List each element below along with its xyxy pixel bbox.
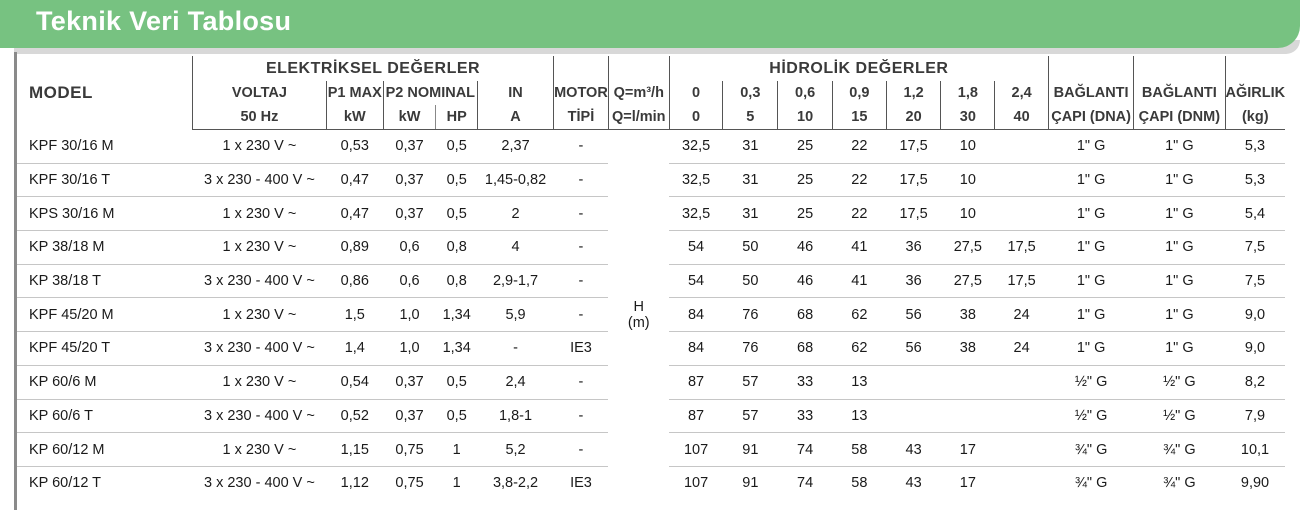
motor-cell: IE3 — [570, 475, 592, 492]
p2-kw-cell: 0,6 — [383, 264, 436, 298]
head-value-cell: 25 — [778, 197, 833, 231]
head-label-cell — [608, 130, 669, 500]
p2-kw-cell: 0,37 — [383, 130, 436, 164]
head-value-cell: 17,5 — [995, 231, 1049, 265]
weight-cell: 7,5 — [1225, 264, 1285, 298]
dna-cell: 1" G — [1049, 231, 1134, 265]
head-value-cell: 17,5 — [886, 130, 941, 164]
flow-m3h-3: 0,9 — [832, 81, 886, 105]
q-m3h-header: Q=m³/h — [608, 81, 669, 105]
head-value-cell: 54 — [669, 231, 723, 265]
p1-cell: 0,47 — [326, 163, 383, 197]
voltage-unit: 50 Hz — [192, 105, 326, 130]
motor-cell: - — [554, 231, 609, 265]
model-cell: KP 60/12 M — [17, 433, 192, 467]
dna-unit: ÇAPI (DNA) — [1049, 105, 1134, 130]
dna-cell: ½" G — [1049, 365, 1134, 399]
weight-cell: 9,0 — [1225, 298, 1285, 332]
voltage-cell: 3 x 230 - 400 V ~ — [192, 163, 326, 197]
model-cell: KP 60/6 M — [17, 365, 192, 399]
head-value-cell: 17,5 — [995, 264, 1049, 298]
dnm-cell: 1" G — [1134, 264, 1225, 298]
p2-hp-cell: 0,5 — [436, 163, 478, 197]
head-value-cell: 32,5 — [669, 130, 723, 164]
flow-m3h-1: 0,3 — [723, 81, 778, 105]
flow-lmin-1: 5 — [723, 105, 778, 130]
head-value-cell: 36 — [886, 231, 941, 265]
p1-cell: 0,89 — [326, 231, 383, 265]
p2-hp-cell: 0,8 — [436, 231, 478, 265]
head-value-cell: 41 — [832, 264, 886, 298]
head-value-cell — [995, 365, 1049, 399]
head-value-cell: 27,5 — [941, 264, 995, 298]
p1-cell: 1,5 — [326, 298, 383, 332]
dna-cell: 1" G — [1049, 298, 1134, 332]
head-value-cell — [886, 365, 941, 399]
hydraulic-group-header: HİDROLİK DEĞERLER — [669, 56, 1048, 81]
p2-hp-cell: 0,8 — [436, 264, 478, 298]
flow-lmin-5: 30 — [941, 105, 995, 130]
motor-header: MOTOR — [554, 81, 609, 105]
head-value-cell: 24 — [995, 298, 1049, 332]
weight-cell: 7,9 — [1225, 399, 1285, 433]
p2-kw-cell: 0,37 — [383, 197, 436, 231]
motor-cell: IE3 — [554, 332, 609, 366]
flow-m3h-6: 2,4 — [995, 81, 1049, 105]
p1-cell: 0,54 — [326, 365, 383, 399]
in-cell: 5,2 — [477, 433, 553, 467]
head-value-cell — [995, 197, 1049, 231]
head-value-cell: 62 — [832, 332, 886, 366]
weight-cell: 9,90 — [1240, 475, 1270, 492]
dnm-header: BAĞLANTI — [1134, 81, 1225, 105]
model-cell: KPF 30/16 T — [17, 163, 192, 197]
head-value-cell: 31 — [723, 197, 778, 231]
in-cell: 1,8-1 — [477, 399, 553, 433]
p1-header: P1 MAX — [326, 81, 383, 105]
in-cell: 5,9 — [477, 298, 553, 332]
head-value-cell — [995, 163, 1049, 197]
p2-hp-cell: 1,34 — [436, 332, 478, 366]
voltage-cell: 1 x 230 V ~ — [192, 231, 326, 265]
head-value-cell — [995, 399, 1049, 433]
dnm-cell: ¾" G — [1163, 475, 1196, 492]
electrical-group-header: ELEKTRİKSEL DEĞERLER — [192, 56, 553, 81]
head-value-cell: 43 — [886, 433, 941, 467]
flow-lmin-6: 40 — [995, 105, 1049, 130]
head-value-cell: 38 — [941, 332, 995, 366]
p1-cell: 1,4 — [326, 332, 383, 366]
voltage-cell: 3 x 230 - 400 V ~ — [192, 332, 326, 366]
voltage-header: VOLTAJ — [192, 81, 326, 105]
head-value-cell: 68 — [778, 298, 833, 332]
motor-cell: - — [554, 264, 609, 298]
head-value-cell: 46 — [778, 231, 833, 265]
head-value-cell: 17,5 — [886, 197, 941, 231]
p2-hp-unit: HP — [436, 105, 478, 130]
model-cell: KPS 30/16 M — [17, 197, 192, 231]
head-value-cell: 91 — [742, 475, 759, 492]
weight-cell: 5,3 — [1225, 130, 1285, 164]
head-value-cell: 25 — [778, 130, 833, 164]
in-cell: - — [477, 332, 553, 366]
head-value-cell: 56 — [886, 298, 941, 332]
dnm-cell: 1" G — [1134, 130, 1225, 164]
head-value-cell — [995, 433, 1049, 467]
head-value-cell: 84 — [669, 332, 723, 366]
head-value-cell: 10 — [941, 163, 995, 197]
head-value-cell: 84 — [669, 298, 723, 332]
p1-cell: 0,53 — [326, 130, 383, 164]
table-row — [17, 130, 1285, 164]
head-value-cell: 43 — [905, 475, 922, 492]
head-unit: (m) — [627, 314, 650, 331]
weight-cell: 8,2 — [1225, 365, 1285, 399]
head-value-cell: 76 — [723, 332, 778, 366]
dna-cell: ¾" G — [1049, 433, 1134, 467]
model-cell: KP 38/18 M — [17, 231, 192, 265]
model-cell: KP 38/18 T — [17, 264, 192, 298]
flow-lmin-4: 20 — [886, 105, 941, 130]
weight-header: AĞIRLIK — [1225, 85, 1286, 101]
head-value-cell: 62 — [832, 298, 886, 332]
in-cell: 4 — [477, 231, 553, 265]
dnm-cell: 1" G — [1134, 231, 1225, 265]
in-cell: 2,4 — [477, 365, 553, 399]
head-value-cell: 24 — [995, 332, 1049, 366]
head-value-cell: 36 — [886, 264, 941, 298]
flow-lmin-0: 0 — [669, 105, 723, 130]
dna-cell: ½" G — [1049, 399, 1134, 433]
head-value-cell: 50 — [723, 231, 778, 265]
model-cell: KP 60/6 T — [17, 399, 192, 433]
in-header: IN — [477, 81, 553, 105]
p1-cell: 0,52 — [326, 399, 383, 433]
motor-type-header: TİPİ — [554, 105, 609, 130]
page-title: Teknik Veri Tablosu — [36, 6, 292, 36]
flow-lmin-2: 10 — [778, 105, 833, 130]
p1-cell: 0,86 — [326, 264, 383, 298]
head-value-cell: 31 — [723, 163, 778, 197]
head-value-cell: 17,5 — [886, 163, 941, 197]
p2-hp-cell: 1,34 — [436, 298, 478, 332]
dnm-unit: ÇAPI (DNM) — [1134, 105, 1225, 130]
p2-hp-cell: 0,5 — [436, 197, 478, 231]
head-value-cell: 91 — [723, 433, 778, 467]
in-cell: 2,9-1,7 — [477, 264, 553, 298]
weight-cell: 5,3 — [1225, 163, 1285, 197]
head-value-cell: 38 — [941, 298, 995, 332]
head-value-cell: 46 — [778, 264, 833, 298]
motor-cell: - — [554, 365, 609, 399]
head-value-cell: 87 — [669, 399, 723, 433]
head-value-cell: 17 — [941, 433, 995, 467]
dna-cell: 1" G — [1049, 163, 1134, 197]
head-value-cell: 107 — [669, 433, 723, 467]
head-value-cell: 27,5 — [941, 231, 995, 265]
weight-cell: 5,4 — [1225, 197, 1285, 231]
model-cell: KPF 45/20 T — [17, 332, 192, 366]
dna-cell: ¾" G — [1074, 475, 1108, 492]
spec-table — [17, 56, 1285, 500]
p2-header: P2 NOMINAL — [383, 81, 477, 105]
p1-cell: 0,47 — [326, 197, 383, 231]
p2-kw-cell: 0,37 — [383, 163, 436, 197]
dna-cell: 1" G — [1049, 264, 1134, 298]
weight-cell: 7,5 — [1225, 231, 1285, 265]
head-value-cell — [941, 365, 995, 399]
in-cell: 2,37 — [477, 130, 553, 164]
head-value-cell — [941, 399, 995, 433]
p2-kw-cell: 0,37 — [383, 365, 436, 399]
head-value-cell: 76 — [723, 298, 778, 332]
dnm-cell: 1" G — [1134, 163, 1225, 197]
head-value-cell: 87 — [669, 365, 723, 399]
head-value-cell — [886, 399, 941, 433]
head-value-cell: 10 — [941, 197, 995, 231]
voltage-cell: 1 x 230 V ~ — [192, 433, 326, 467]
head-value-cell: 56 — [886, 332, 941, 366]
flow-m3h-4: 1,2 — [886, 81, 941, 105]
p2-kw-cell: 0,6 — [383, 231, 436, 265]
head-value-cell: 50 — [723, 264, 778, 298]
motor-cell: - — [554, 298, 609, 332]
head-label: H — [633, 298, 644, 315]
model-cell: KPF 45/20 M — [17, 298, 192, 332]
p1-unit: kW — [326, 105, 383, 130]
head-value-cell: 33 — [778, 365, 833, 399]
title-banner — [0, 0, 1300, 48]
head-value-cell: 13 — [832, 399, 886, 433]
voltage-cell: 3 x 230 - 400 V ~ — [204, 475, 315, 492]
p2-kw-cell: 0,75 — [383, 433, 436, 467]
flow-m3h-2: 0,6 — [778, 81, 833, 105]
flow-lmin-3: 15 — [832, 105, 886, 130]
dnm-cell: ½" G — [1134, 399, 1225, 433]
head-value-cell: 33 — [778, 399, 833, 433]
p2-hp-cell: 0,5 — [436, 130, 478, 164]
head-value-cell: 22 — [832, 197, 886, 231]
motor-cell: - — [554, 433, 609, 467]
head-value-cell: 32,5 — [669, 197, 723, 231]
model-header: MODEL — [17, 56, 192, 130]
p1-cell: 1,15 — [326, 433, 383, 467]
head-value-cell: 57 — [723, 365, 778, 399]
head-value-cell: 17 — [959, 475, 976, 492]
in-cell: 1,45-0,82 — [477, 163, 553, 197]
model-cell: KP 60/12 T — [29, 475, 102, 492]
p2-kw-cell: 1,0 — [383, 298, 436, 332]
p2-kw-cell: 0,75 — [395, 475, 424, 492]
head-value-cell: 32,5 — [669, 163, 723, 197]
in-cell: 2 — [477, 197, 553, 231]
dnm-cell: 1" G — [1134, 298, 1225, 332]
weight-unit: (kg) — [1225, 105, 1285, 130]
p2-hp-cell: 0,5 — [436, 365, 478, 399]
motor-cell: - — [554, 130, 609, 164]
head-value-cell: 22 — [832, 130, 886, 164]
motor-cell: - — [554, 163, 609, 197]
head-value-cell: 54 — [669, 264, 723, 298]
head-value-cell: 107 — [683, 475, 709, 492]
in-unit: A — [477, 105, 553, 130]
flow-m3h-5: 1,8 — [941, 81, 995, 105]
weight-cell: 9,0 — [1225, 332, 1285, 366]
head-value-cell: 10 — [941, 130, 995, 164]
head-value-cell: 58 — [851, 475, 868, 492]
head-value-cell: 31 — [723, 130, 778, 164]
voltage-cell: 3 x 230 - 400 V ~ — [192, 264, 326, 298]
head-value-cell: 68 — [778, 332, 833, 366]
dnm-cell: ½" G — [1134, 365, 1225, 399]
head-value-cell: 74 — [778, 433, 833, 467]
p2-hp-cell: 1 — [436, 433, 478, 467]
flow-m3h-0: 0 — [669, 81, 723, 105]
dna-header: BAĞLANTI — [1049, 81, 1134, 105]
dna-cell: 1" G — [1049, 130, 1134, 164]
model-cell: KPF 30/16 M — [17, 130, 192, 164]
head-value-cell: 13 — [832, 365, 886, 399]
voltage-cell: 1 x 230 V ~ — [192, 130, 326, 164]
voltage-cell: 3 x 230 - 400 V ~ — [192, 399, 326, 433]
p2-hp-cell: 1 — [452, 475, 461, 492]
head-value-cell: 25 — [778, 163, 833, 197]
dnm-cell: 1" G — [1134, 197, 1225, 231]
q-lmin-header: Q=l/min — [608, 105, 669, 130]
head-value-cell: 58 — [832, 433, 886, 467]
head-value-cell: 22 — [832, 163, 886, 197]
p2-kw-cell: 0,37 — [383, 399, 436, 433]
dna-cell: 1" G — [1049, 197, 1134, 231]
motor-cell: - — [554, 399, 609, 433]
dnm-cell: 1" G — [1134, 332, 1225, 366]
weight-cell: 10,1 — [1225, 433, 1285, 467]
p2-kw-unit: kW — [383, 105, 436, 130]
dna-cell: 1" G — [1049, 332, 1134, 366]
head-value-cell: 41 — [832, 231, 886, 265]
voltage-cell: 1 x 230 V ~ — [192, 197, 326, 231]
voltage-cell: 1 x 230 V ~ — [192, 298, 326, 332]
head-value-cell: 74 — [797, 475, 814, 492]
head-value-cell — [995, 130, 1049, 164]
p1-cell: 1,12 — [340, 475, 369, 492]
p2-kw-cell: 1,0 — [383, 332, 436, 366]
p2-hp-cell: 0,5 — [436, 399, 478, 433]
dnm-cell: ¾" G — [1134, 433, 1225, 467]
head-value-cell — [995, 466, 1049, 499]
head-value-cell: 57 — [723, 399, 778, 433]
table-body — [17, 130, 1285, 500]
voltage-cell: 1 x 230 V ~ — [192, 365, 326, 399]
in-cell: 3,8-2,2 — [492, 475, 539, 492]
motor-cell: - — [554, 197, 609, 231]
